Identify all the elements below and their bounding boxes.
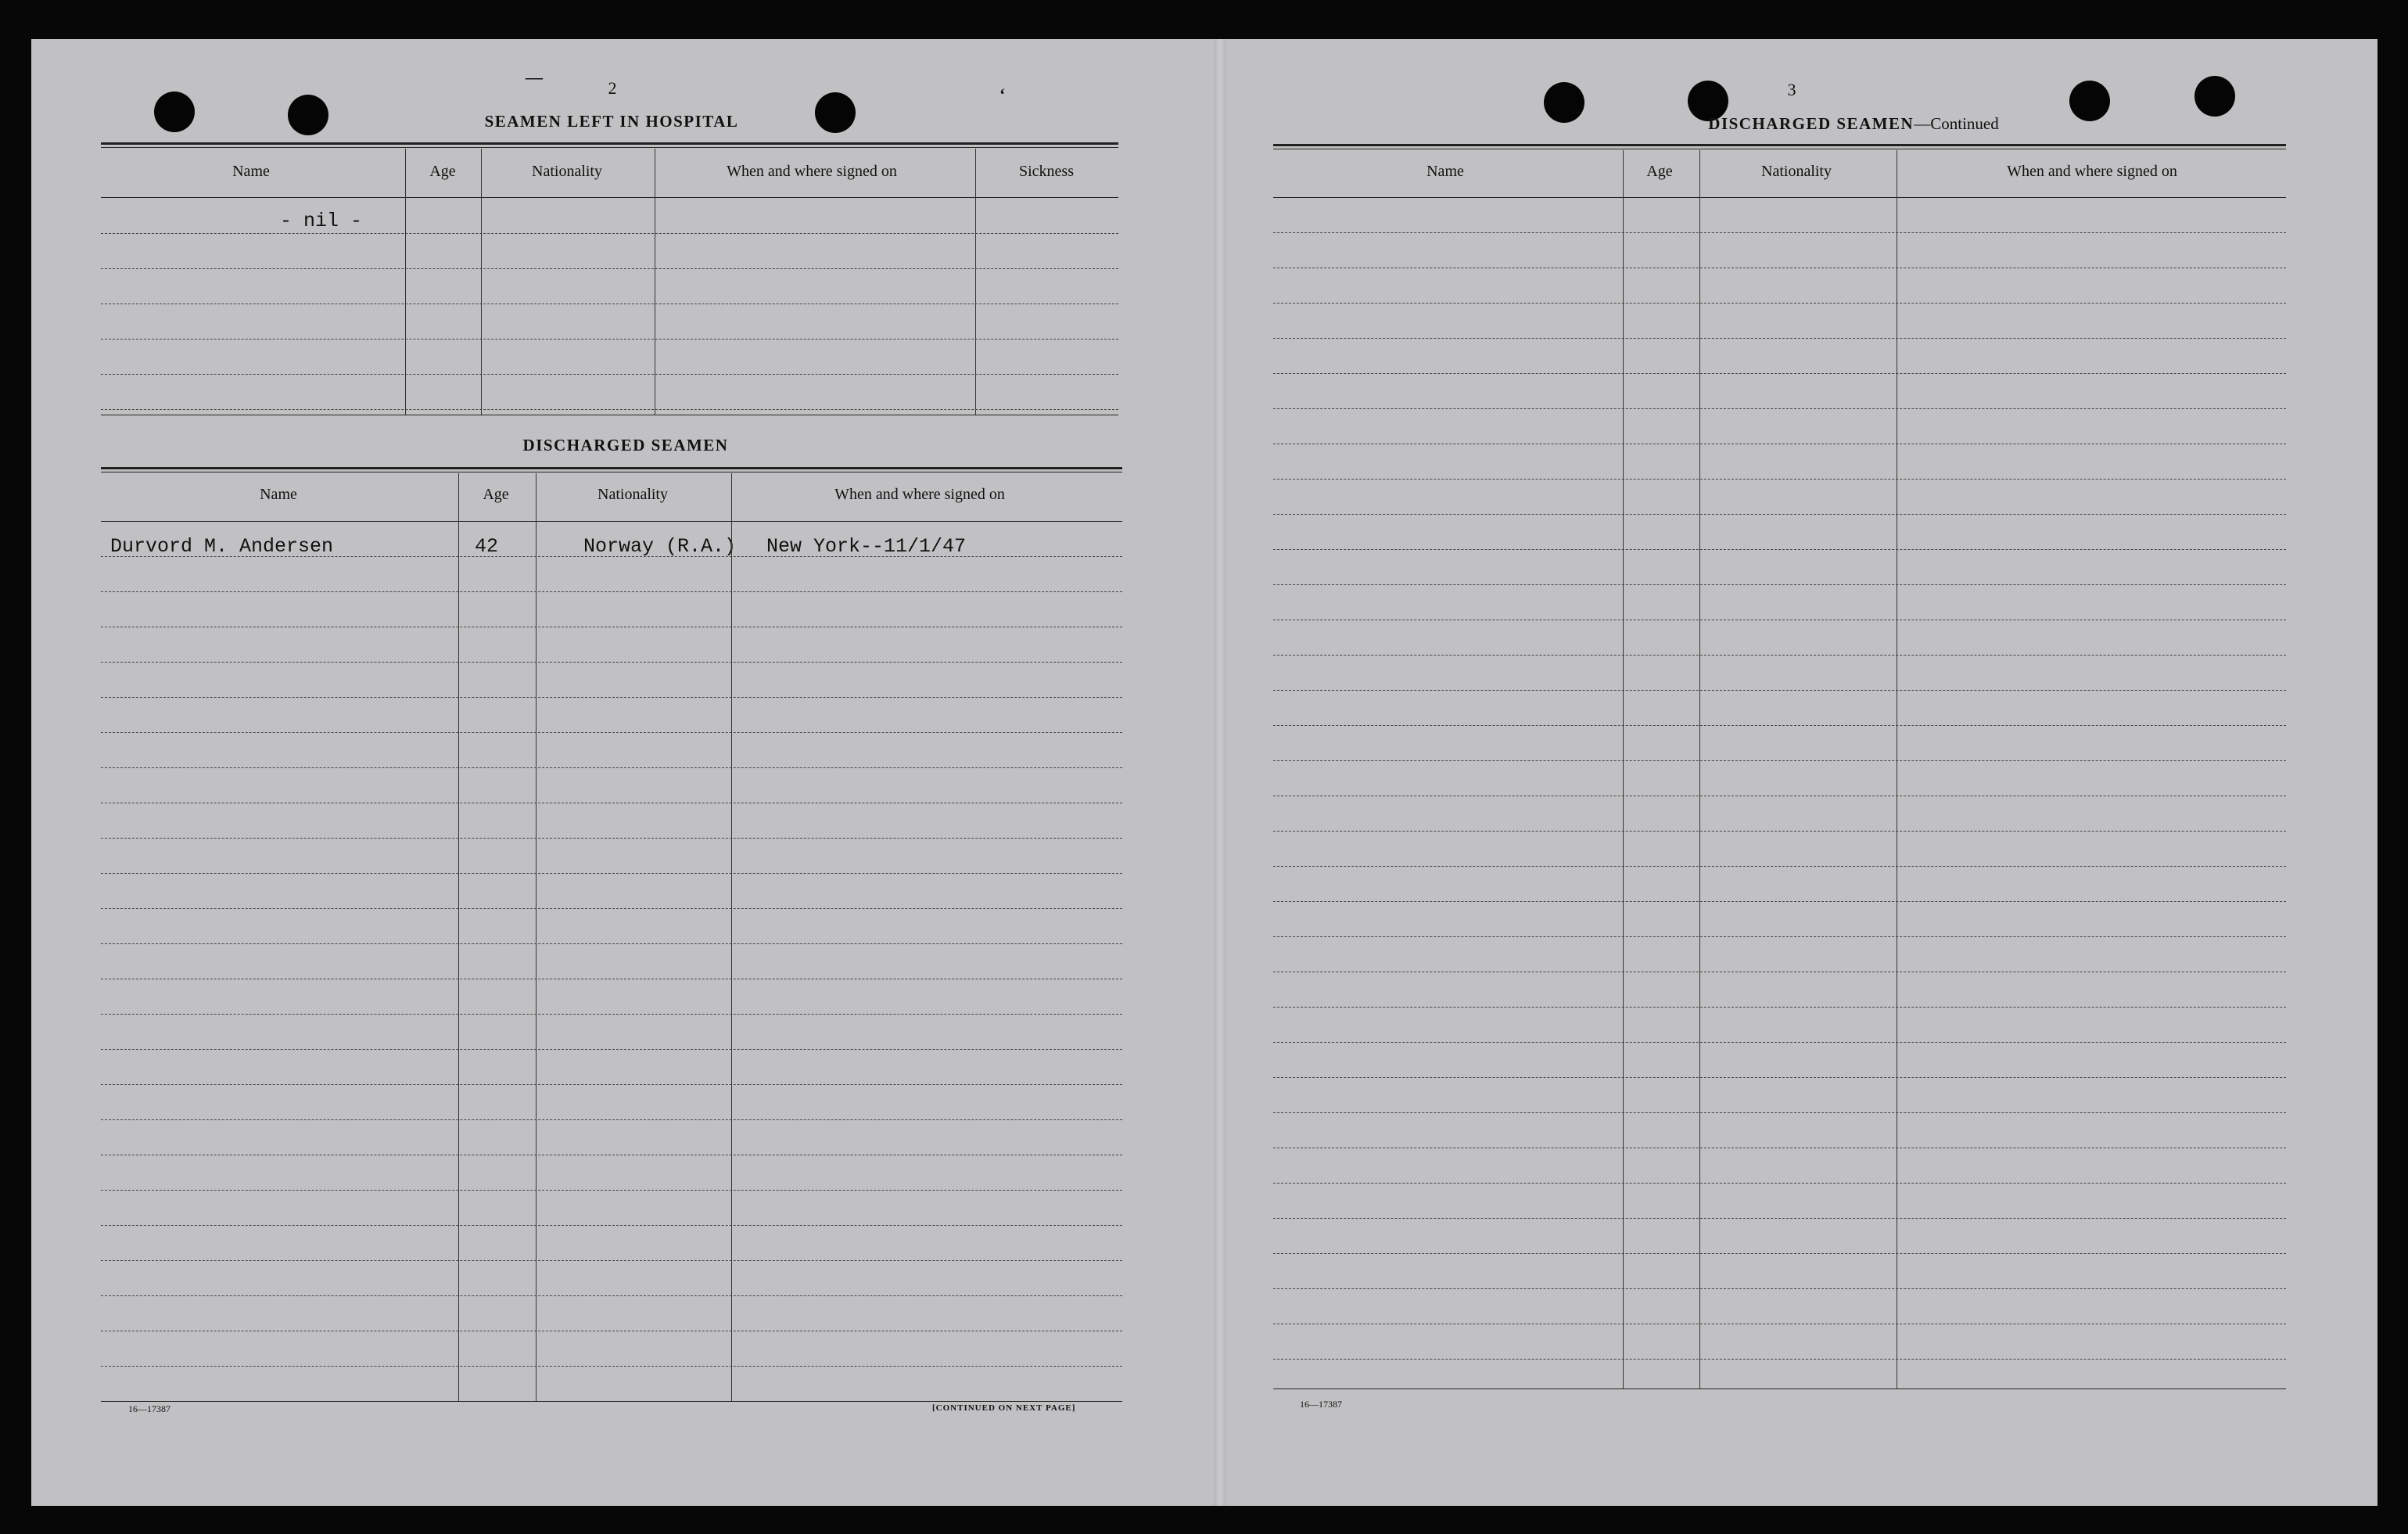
row-rule [1273,1112,2286,1113]
discharged-header-age: Age [483,486,509,503]
column-rule [731,473,732,1401]
continued-note: [CONTINUED ON NEXT PAGE] [932,1403,1076,1413]
document-sheet [31,39,2377,1506]
row-rule [101,732,1122,733]
row-rule [101,1225,1122,1226]
row-rule [1273,760,2286,761]
punch-hole [154,92,195,132]
row-rule [101,591,1122,592]
row-rule [1273,232,2286,233]
row-rule [1273,1077,2286,1078]
discharged-row-signed-on: New York--11/1/47 [766,535,967,558]
column-rule [1623,150,1624,1389]
row-rule [101,1084,1122,1085]
row-rule [1273,936,2286,937]
row-rule [101,767,1122,768]
row-rule [1273,338,2286,339]
row-rule [101,1260,1122,1261]
row-rule [101,943,1122,944]
row-rule [101,1295,1122,1296]
row-rule [101,1366,1122,1367]
row-rule [1273,408,2286,409]
punch-hole [815,92,856,133]
column-rule [458,473,459,1401]
row-rule [101,556,1122,557]
discharged-continued-title-main: DISCHARGED SEAMEN [1708,114,1915,133]
row-rule [101,908,1122,909]
row-rule [101,662,1122,663]
stray-mark: — [526,67,543,87]
continued-header-signed-on: When and where signed on [2007,163,2177,180]
punch-hole [288,95,328,135]
row-rule [1273,479,2286,480]
punch-hole [2194,76,2235,117]
column-rule [1699,150,1700,1389]
continued-header-nationality: Nationality [1761,163,1832,180]
punch-hole [1544,82,1584,123]
table-top-rule [101,142,1118,145]
continued-header-age: Age [1646,163,1673,180]
row-rule [101,409,1118,410]
hospital-nil-entry: - nil - [280,210,363,232]
hospital-section-title: SEAMEN LEFT IN HOSPITAL [484,112,739,131]
row-rule [1273,866,2286,867]
row-rule [1273,690,2286,691]
discharged-continued-suffix: —Continued [1914,114,1999,133]
table-top-rule [101,147,1118,148]
header-rule [101,197,1118,198]
hospital-header-name: Name [232,163,270,180]
discharged-section-title: DISCHARGED SEAMEN [522,436,729,454]
header-rule [1273,197,2286,198]
row-rule [1273,303,2286,304]
row-rule [101,1014,1122,1015]
discharged-header-signed-on: When and where signed on [834,486,1005,503]
row-rule [101,1190,1122,1191]
row-rule [101,233,1118,234]
column-rule [975,149,976,415]
row-rule [1273,1218,2286,1219]
column-rule [536,473,537,1401]
row-rule [101,1119,1122,1120]
row-rule [1273,549,2286,550]
continued-header-name: Name [1426,163,1464,180]
row-rule [101,1049,1122,1050]
page-number-right: 3 [1787,80,1796,99]
row-rule [1273,655,2286,656]
table-top-rule [1273,144,2286,146]
column-rule [481,149,482,415]
discharged-header-name: Name [260,486,297,503]
row-rule [1273,584,2286,585]
table-top-rule [101,467,1122,469]
row-rule [101,268,1118,269]
row-rule [1273,1359,2286,1360]
row-rule [1273,1183,2286,1184]
discharged-continued-title [1708,114,1998,134]
column-rule [405,149,406,415]
punch-hole [2069,81,2110,121]
row-rule [1273,725,2286,726]
discharged-row-age: 42 [475,535,499,558]
hospital-header-signed-on: When and where signed on [727,163,897,180]
discharged-header-nationality: Nationality [598,486,668,503]
row-rule [101,697,1122,698]
hospital-header-age: Age [429,163,456,180]
discharged-row-name: Durvord M. Andersen [110,535,334,558]
row-rule [1273,373,2286,374]
row-rule [1273,1288,2286,1289]
header-rule [101,521,1122,522]
hospital-header-nationality: Nationality [532,163,602,180]
form-number-left: 16—17387 [128,1403,170,1414]
stray-mark: ‘ [999,84,1006,104]
page-fold [1214,39,1226,1506]
page-number-left: 2 [608,78,617,98]
row-rule [1273,514,2286,515]
row-rule [101,374,1118,375]
row-rule [1273,831,2286,832]
row-rule [1273,1007,2286,1008]
row-rule [1273,1253,2286,1254]
row-rule [101,873,1122,874]
hospital-header-sickness: Sickness [1019,163,1074,180]
table-bottom-rule [101,1401,1122,1402]
row-rule [1273,901,2286,902]
row-rule [101,838,1122,839]
discharged-row-nationality: Norway (R.A.) [583,535,737,558]
row-rule [1273,1042,2286,1043]
form-number-right: 16—17387 [1300,1399,1342,1410]
